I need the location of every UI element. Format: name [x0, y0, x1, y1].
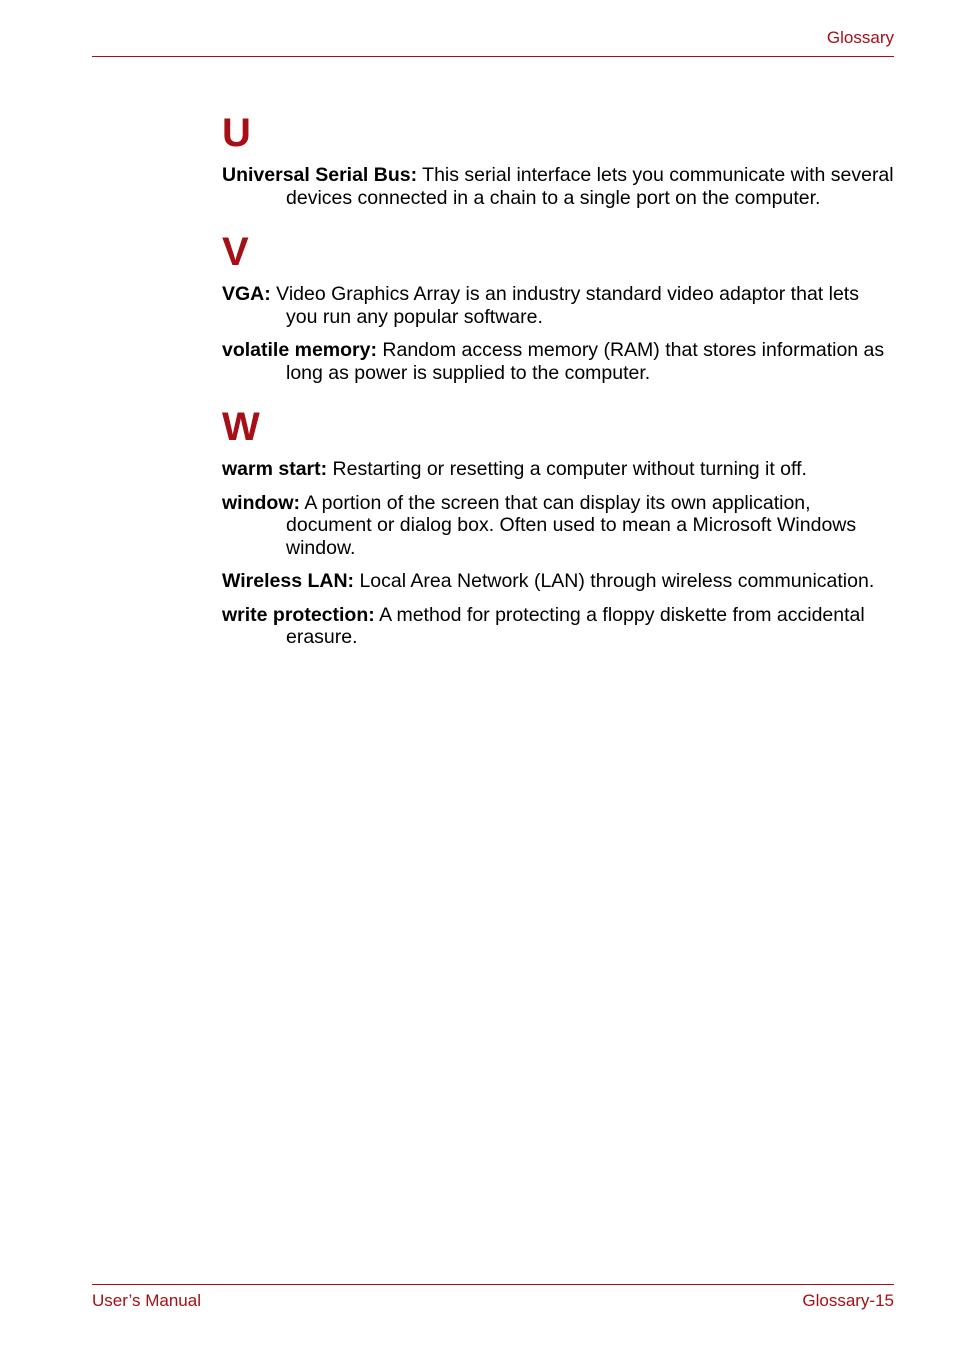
glossary-entry [222, 492, 894, 560]
glossary-section-w [222, 402, 894, 649]
section-letter: U [222, 111, 251, 155]
footer-manual-title: User’s Manual [92, 1291, 201, 1310]
entry-definition: This serial interface lets you communicate with several devices connected in a chain to a single port on the computer. [286, 164, 894, 209]
footer-divider [92, 1284, 894, 1285]
entry-definition: Restarting or resetting a computer without turning it off. [332, 458, 807, 480]
entry-term: window: [222, 491, 300, 514]
entry-definition: A method for protecting a floppy diskette from accidental erasure. [286, 603, 865, 648]
glossary-entry [222, 604, 894, 649]
glossary-entry [222, 164, 894, 209]
entry-term: warm start: [222, 458, 328, 480]
entry-term: Wireless LAN: [222, 570, 355, 592]
entry-term: VGA: [222, 283, 271, 305]
entry-definition: Video Graphics Array is an industry standard video adaptor that lets you run any popular software. [276, 283, 859, 328]
entry-definition: A portion of the screen that can display its own application, document or dialog box. Often used to mean a Microsoft Windows window. [286, 491, 857, 559]
entry-term: volatile memory: [222, 339, 377, 361]
glossary-entry [222, 458, 894, 481]
glossary-section-v [222, 227, 894, 384]
section-letter: V [222, 230, 249, 274]
glossary-entry [222, 570, 894, 593]
running-header-title: Glossary [826, 28, 894, 47]
glossary-entry [222, 339, 894, 384]
entry-term: Universal Serial Bus: [222, 164, 418, 186]
entry-definition: Random access memory (RAM) that stores information as long as power is supplied to the computer. [286, 339, 885, 384]
header-divider [92, 56, 894, 57]
glossary-entry [222, 283, 894, 328]
footer-page-number: Glossary-15 [802, 1291, 894, 1310]
entry-term: write protection: [222, 603, 375, 626]
glossary-section-u [222, 108, 894, 209]
entry-definition: Local Area Network (LAN) through wireless communication. [359, 570, 875, 592]
section-letter: W [222, 405, 260, 449]
glossary-content [222, 108, 894, 660]
